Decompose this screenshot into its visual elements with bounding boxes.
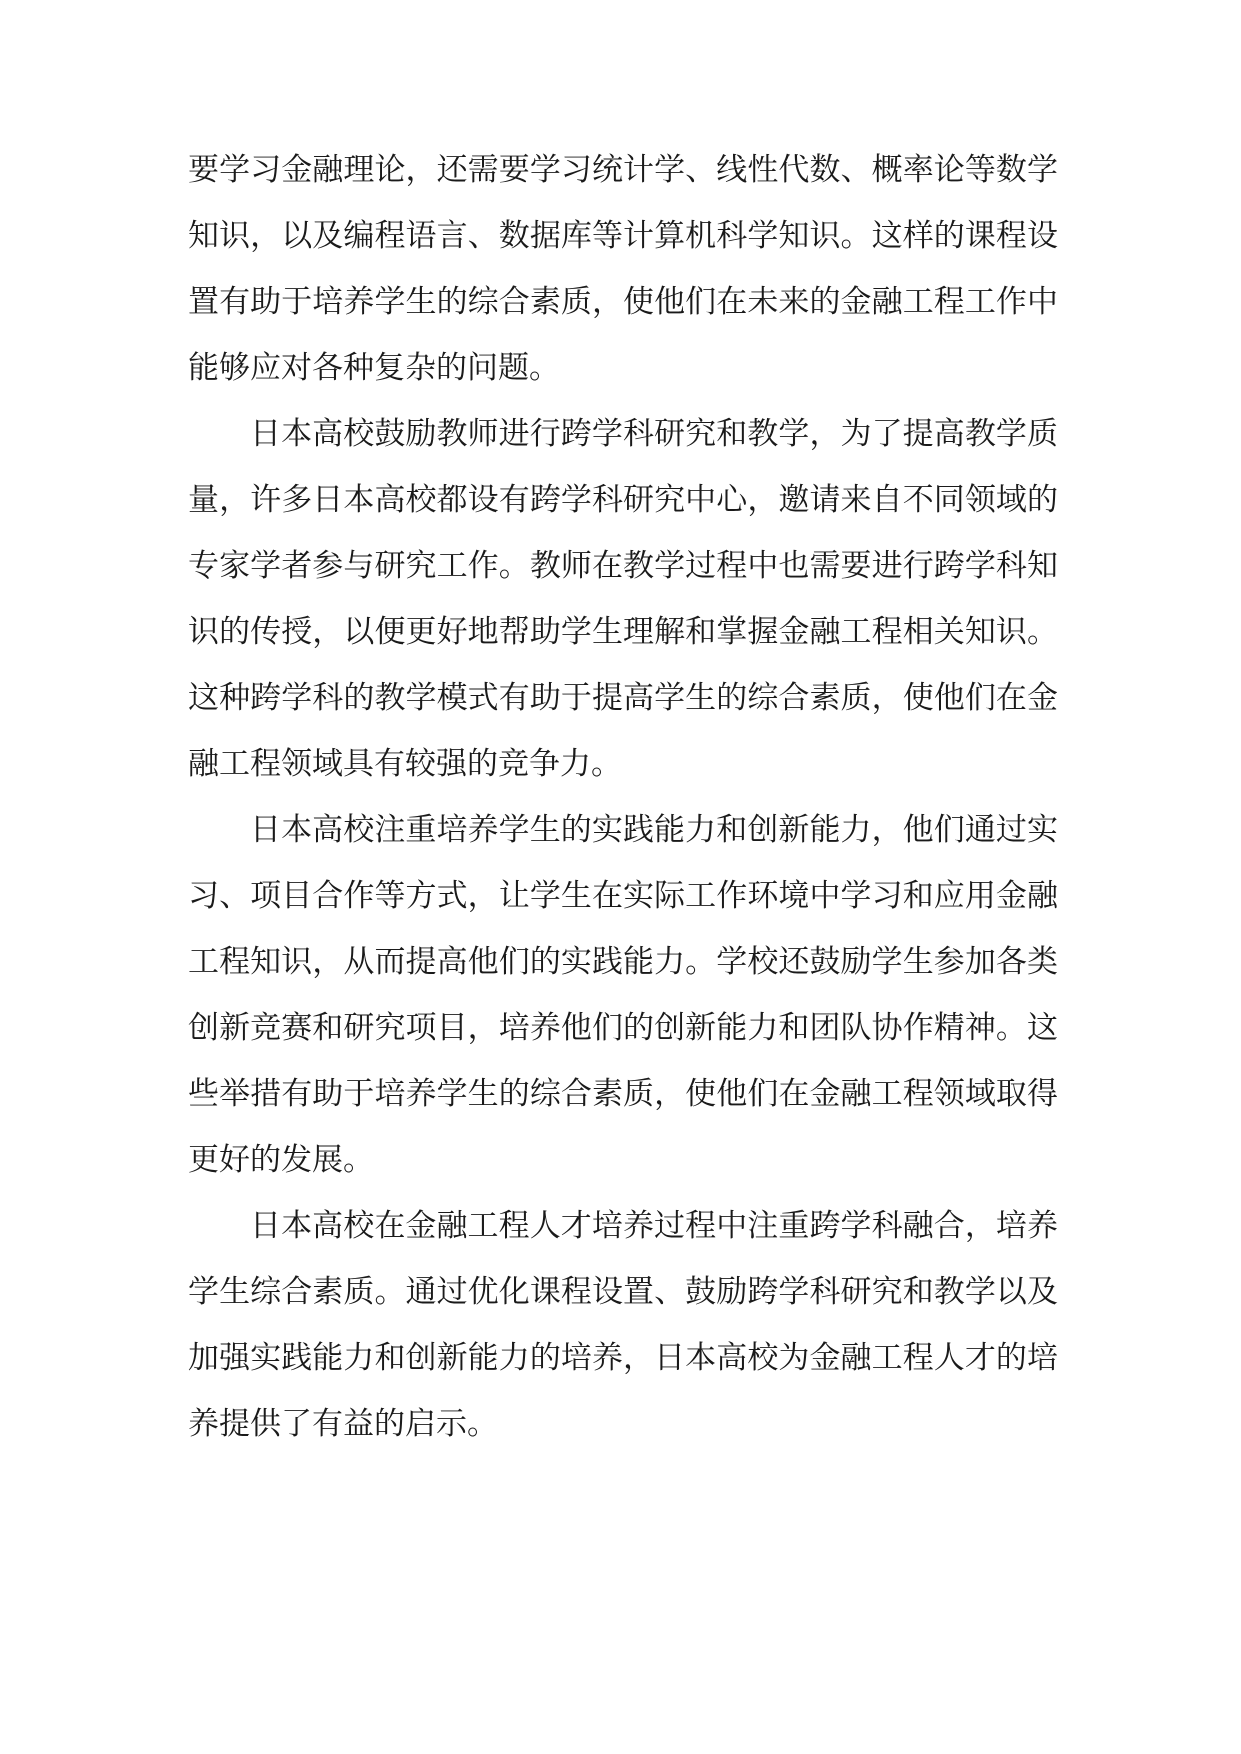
paragraph-4: 日本高校在金融工程人才培养过程中注重跨学科融合，培养学生综合素质。通过优化课程设置、鼓励跨学科研究和教学以及加强实践能力和创新能力的培养，日本高校为金融工程人才的培养提供了有益的启示。 [188,1208,1058,1442]
paragraph-2: 日本高校鼓励教师进行跨学科研究和教学，为了提高教学质量，许多日本高校都设有跨学科研究中心，邀请来自不同领域的专家学者参与研究工作。教师在教学过程中也需要进行跨学科知识的传授，以便更好地帮助学生理解和掌握金融工程相关知识。这种跨学科的教学模式有助于提高学生的综合素质，使他们在金融工程领域具有较强的竞争力。 [188,416,1058,782]
document-body [188,137,1058,1457]
paragraph-1: 要学习金融理论，还需要学习统计学、线性代数、概率论等数学知识，以及编程语言、数据库等计算机科学知识。这样的课程设置有助于培养学生的综合素质，使他们在未来的金融工程工作中能够应对各种复杂的问题。 [188,152,1058,386]
paragraph-3: 日本高校注重培养学生的实践能力和创新能力，他们通过实习、项目合作等方式，让学生在实际工作环境中学习和应用金融工程知识，从而提高他们的实践能力。学校还鼓励学生参加各类创新竞赛和研究项目，培养他们的创新能力和团队协作精神。这些举措有助于培养学生的综合素质，使他们在金融工程领域取得更好的发展。 [188,812,1058,1178]
